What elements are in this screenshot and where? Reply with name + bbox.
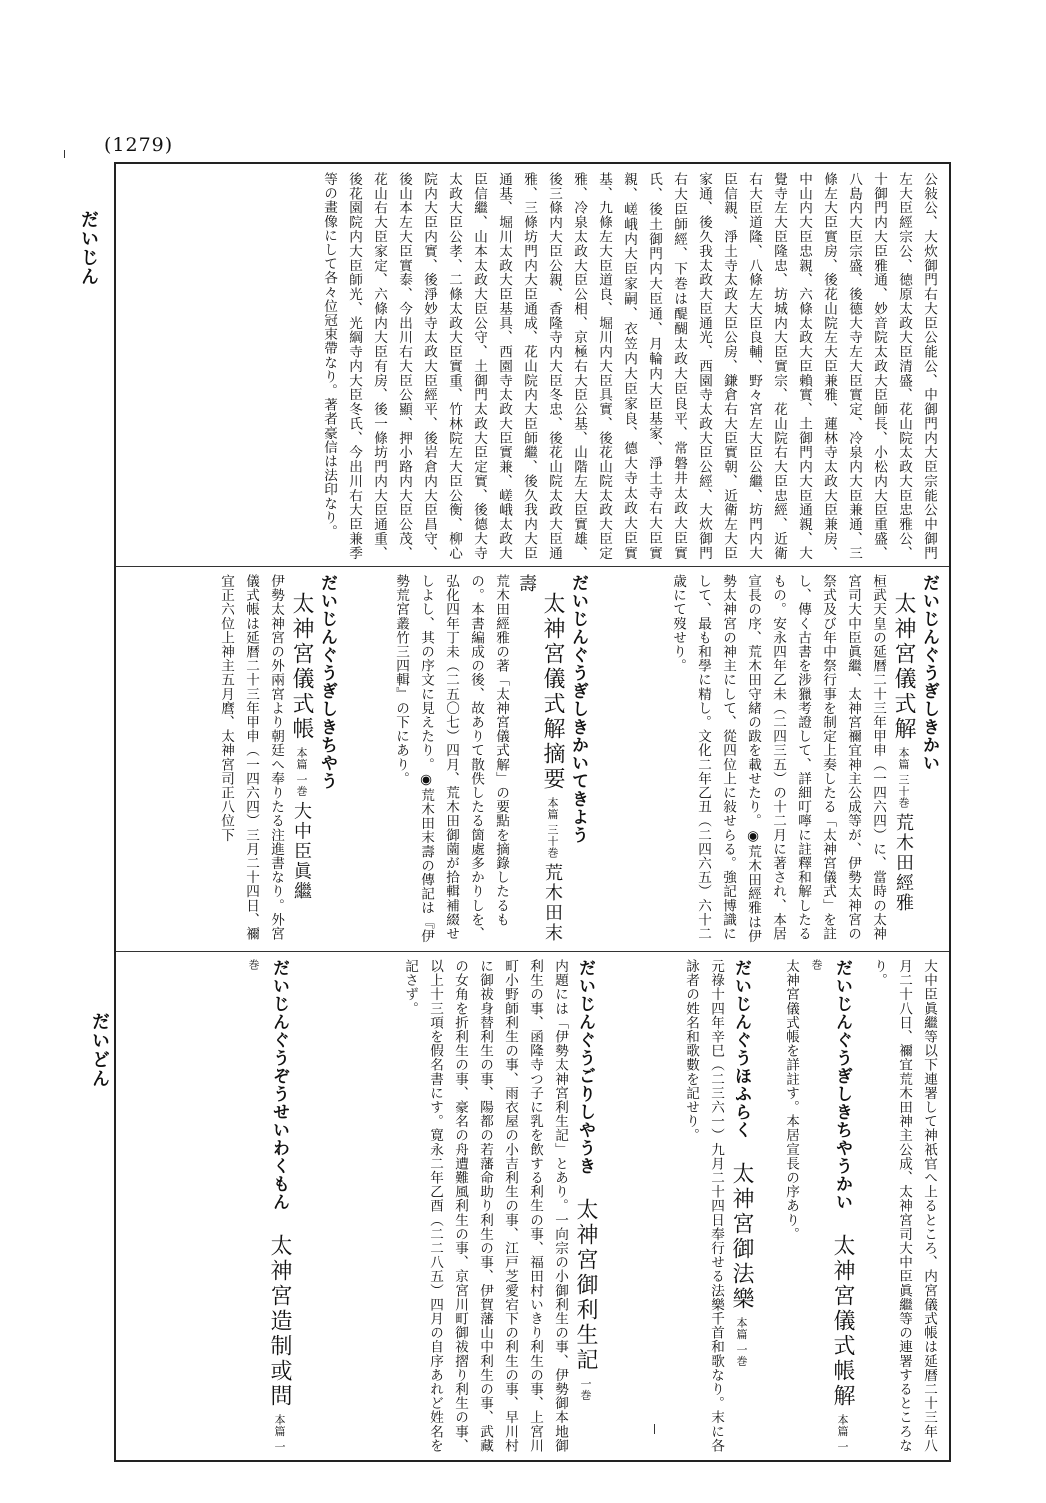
continuation-text: 公敍公、大炊御門右大臣公能公、中御門内大臣宗能公中御門左大臣經宗公、徳原太政大臣清盛、花山院太政大臣忠雅公、十御門内大臣雅通、妙音院太政大臣師長、小松内大臣重盛、八島内大臣宗盛、後德大寺左大臣實定、冷泉内大臣兼通、三條左大臣實房、後花山院左大臣兼雅、蓮林寺太政大臣兼房、中山内大臣忠親、六條太政大臣賴實、土御門内大臣通親、大覺寺左大臣隆忠、坊城内大臣實宗、花山院右大臣忠經、近衛右大臣道隆、八條左大臣良輔、野々宮左大臣公繼、坊門内大臣信親、淨土寺太政大臣公房、鎌倉右大臣實朝、近衛左大臣家通、後久我太政大臣通光、西園寺太政大臣公經、大炊御門右大臣師經、下巻は醍醐太政大臣良平、常磐井太政大臣實氏、後土御門内大臣通、月輪内大臣基家、淨土寺右大臣實親、嵯峨内大臣家嗣、衣笠内大臣家良、德大寺太政大臣實基、九條左大臣道良、堀川内大臣具實、後花山院太政大臣定雅、冷泉太政大臣公相、京極右大臣公基、山階左大臣實雄、後三條内大臣公親、香隆寺内大臣冬忠、後花山院太政大臣通雅、三條坊門内大臣通成、花山院内大臣師繼、後久我内大臣通基、堀川太政大臣基具、西園寺太政大臣實兼、嵯峨太政大臣信繼、山本太政大臣公守、土御門太政大臣定實、後德大寺太政大臣公孝、二條太政大臣實重、竹林院左大臣公衡、柳心院内大臣内實、後淨妙寺太政大臣經平、後岩倉内大臣昌守、後山本左大臣實泰、今出川右大臣公顯、押小路内大臣公茂、花山右大臣家定、六條内大臣有房、後一條坊門内大臣通重、後花園院内大臣師光、光綱寺内大臣冬氏、今出川右大臣兼季等の畫像にして各々位冠束帶なり。著者豪信は法印なり。 bbox=[321, 172, 937, 560]
page-number: (1279) bbox=[104, 134, 174, 156]
entry-title: 太神宮儀式帳 bbox=[289, 592, 314, 742]
entry-title: 太神宮御法樂 bbox=[729, 1161, 754, 1312]
entry-kana: だいじんぐうぎしきかい bbox=[919, 574, 939, 772]
entry-body: 元祿十四年辛巳（二三六一）九月二十四日奉行せる法樂千首和歌なり。末に各詠者の姓名和歌數を記せり。 bbox=[683, 959, 724, 1453]
entry-title: 太神宮儀式帳解 bbox=[830, 1233, 855, 1409]
entry bbox=[202, 959, 292, 1454]
divider-rule-2 bbox=[116, 951, 949, 952]
entry-kana: だいじんぐうぞうせいわくもん bbox=[269, 959, 289, 1211]
side-label-top: だいじん bbox=[78, 210, 99, 286]
entry bbox=[134, 574, 339, 944]
entry bbox=[345, 574, 590, 944]
entry-volume: 本篇 三十巻 bbox=[897, 746, 910, 809]
entry-body: 桓武天皇の延暦二十三年甲申（一四六四）に、當時の太神宮司大中臣眞繼、太神宮禰宜神主公成等が、伊勢太神宮の祭式及び年中祭行事を制定上奏したる「太神宮儀式」を註し、傳く古書を涉獵考證して、詳細叮嚀に註釋和解したるもの。安永四年乙未（二四三五）の十二月に著され、本居宣長の序、荒木田守緒の跋を載せたり。◉荒木田經雅は伊勢太神宮の神主にして、從四位上に敍せらる。強記博識にして、最も和學に精し。文化二年乙丑（二四六五）六十二歳にて歿せり。 bbox=[670, 574, 886, 943]
entry-body: 荒木田經雅の著「太神宮儀式解」の要點を摘錄したるもの。本書編成の後、故ありて散佚したる箇處多かりしを、弘化四年丁未（二五〇七）四月、荒木田御薗が拾輯補綴せしよし、其の序文に見えたり。◉荒木田末壽の傳記は『伊勢荒宮叢竹三四輯』の下にあり。 bbox=[393, 574, 509, 943]
page-frame bbox=[114, 162, 951, 1462]
entry-kana: だいじんぐうぎしきちやうかい bbox=[832, 959, 852, 1211]
entry-body: 伊勢太神宮の外兩宮より朝廷へ奉りたる注進書なり。外宮儀式帳は延暦二十三年甲申（一四六四）三月二十四日、禰宜正六位上神主五月麿、太神宮司正八位下 bbox=[218, 574, 284, 941]
entry-kana: だいじんぐうほふらく bbox=[731, 959, 751, 1139]
entry-volume: 本篇 一巻 bbox=[247, 959, 286, 1453]
entry bbox=[596, 574, 941, 944]
entry bbox=[298, 959, 598, 1454]
entry-author: 荒木田末壽 bbox=[516, 574, 563, 944]
band-top bbox=[124, 172, 941, 560]
band-middle bbox=[124, 574, 941, 944]
side-label-bottom: だいどん bbox=[89, 1012, 110, 1088]
entry-volume: 本篇 一巻 bbox=[295, 746, 308, 797]
entry-kana: だいじんぐうぎしきかいてきよう bbox=[568, 574, 588, 844]
band-bottom-row bbox=[124, 959, 941, 1454]
entry-volume: 本篇 三十巻 bbox=[546, 796, 559, 859]
divider-rule-1 bbox=[116, 566, 949, 567]
entry-kana: だいじんぐうごりしやうき bbox=[575, 959, 595, 1175]
margin-tick bbox=[654, 1424, 655, 1434]
entry-volume: 本篇 一巻 bbox=[810, 959, 849, 1453]
entry-volume: 一巻 bbox=[579, 1377, 592, 1401]
entry bbox=[861, 959, 941, 1454]
entry bbox=[604, 959, 754, 1454]
entry-author: 荒木田經雅 bbox=[893, 813, 914, 914]
entry-body: 太神宮儀式帳を詳註す。本居宣長の序あり。 bbox=[783, 959, 799, 1241]
entry-title: 太神宮儀式解摘要 bbox=[540, 592, 565, 792]
entry-body: 大中臣眞繼等以下連署して神祇官へ上るところ、内宮儀式帳は延暦二十三年八月二十八日、禰宜荒木田神主公成、太神宮司大中臣眞繼等の連署するところなり。 bbox=[871, 959, 937, 1453]
band-middle-row bbox=[124, 574, 941, 944]
entry-title: 太神宮造制或問 bbox=[267, 1233, 292, 1409]
entry-title: 太神宮儀式解 bbox=[891, 592, 916, 742]
entry-author: 大中臣眞繼 bbox=[291, 801, 312, 902]
entry-body: 内題には「伊勢太神宮利生記」とあり。一向宗の小御利生の事、伊勢御本地御利生の事、函隆寺つ子に乳を飲する利生の事、福田村いきり利生の事、上宮川町小野師利生の事、雨衣屋の小吉利生の事、江戸芝愛宕下の利生の事、早川村に御祓身替利生の事、陽都の若藩命助り利生の事、伊賀藩山中利生の事、武藏の女角を折利生の事、豪名の舟遭難風利生の事、京宮川町御祓摺り利生の事、以上十三項を假名書にす。寛永二年乙酉（二二八五）四月の自序あれど姓名を記さず。 bbox=[402, 959, 568, 1453]
entry-title: 太神宮御利生記 bbox=[573, 1197, 598, 1373]
margin-tick bbox=[64, 150, 65, 158]
entry-volume: 本篇 一巻 bbox=[735, 1316, 748, 1367]
band-bottom bbox=[124, 959, 941, 1454]
entry bbox=[760, 959, 855, 1454]
entry-kana: だいじんぐうぎしきちやう bbox=[317, 574, 337, 790]
